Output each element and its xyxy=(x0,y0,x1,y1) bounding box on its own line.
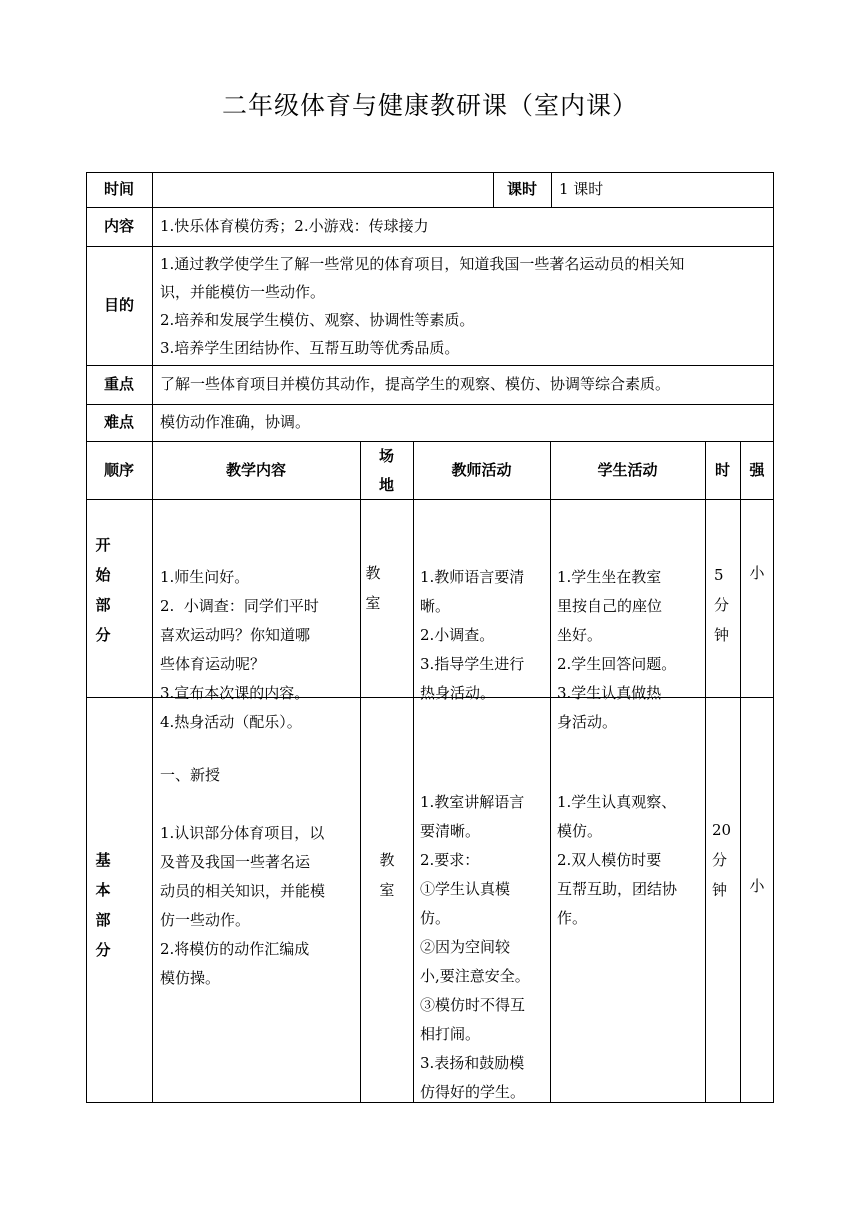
time-cell: 5 分 钟 xyxy=(714,566,730,644)
col-divider xyxy=(360,441,361,1103)
key-label: 重点 xyxy=(103,375,134,393)
col-header-venue: 地 xyxy=(378,476,394,494)
row-divider xyxy=(86,441,774,442)
goal-line: 识，并能模仿一些动作。 xyxy=(160,283,326,301)
col-header-order: 顺序 xyxy=(103,461,134,479)
col-divider xyxy=(550,441,551,1103)
goal-label: 目的 xyxy=(103,296,134,314)
period-label: 课时 xyxy=(506,180,537,198)
col-divider xyxy=(740,441,741,1103)
col-divider xyxy=(551,172,552,207)
student-cell: 1.学生坐在教室 里按自己的座位 坐好。 2.学生回答问题。 3.学生认真做热 身活动。 xyxy=(557,568,677,731)
difficulty-value: 模仿动作准确，协调。 xyxy=(160,413,311,431)
col-header-content: 教学内容 xyxy=(225,461,286,479)
content-label: 内容 xyxy=(103,217,134,235)
row-divider xyxy=(86,404,774,405)
intensity-cell: 小 xyxy=(749,564,765,582)
goal-line: 3.培养学生团结协作、互帮互助等优秀品质。 xyxy=(160,339,460,357)
page-title: 二年级体育与健康教研课（室内课） xyxy=(221,91,638,120)
section-label: 基 本 部 分 xyxy=(95,851,111,959)
section-label: 开 始 部 分 xyxy=(95,536,111,644)
venue-cell: 教 室 xyxy=(365,564,381,612)
col-header-teacher: 教师活动 xyxy=(451,461,512,479)
teacher-cell: 1.教室讲解语言 要清晰。 2.要求： ①学生认真模 仿。 ②因为空间较 小,要注意安全。 ③模仿时不得互 相打闹。 3.表扬和鼓励模 仿得好的学生。 xyxy=(420,793,530,1101)
col-divider xyxy=(705,441,706,1103)
row-divider xyxy=(86,207,774,208)
col-divider xyxy=(152,172,153,1103)
col-header-time: 时 xyxy=(714,461,730,479)
row-divider xyxy=(86,246,774,247)
time-cell: 20 分 钟 xyxy=(712,821,732,899)
content-value: 1.快乐体育模仿秀；2.小游戏：传球接力 xyxy=(160,217,429,235)
key-value: 了解一些体育项目并模仿其动作，提高学生的观察、模仿、协调等综合素质。 xyxy=(160,375,671,393)
col-header-venue: 场 xyxy=(378,447,394,465)
teacher-cell: 1.教师语言要清 晰。 2.小调查。 3.指导学生进行 热身活动。 xyxy=(420,568,525,702)
col-divider xyxy=(413,441,414,1103)
row-divider xyxy=(86,365,774,366)
col-header-student: 学生活动 xyxy=(597,461,658,479)
col-header-intensity: 强 xyxy=(749,461,765,479)
goal-line: 2.培养和发展学生模仿、观察、协调性等素质。 xyxy=(160,311,475,329)
time-label: 时间 xyxy=(103,180,134,198)
student-cell: 1.学生认真观察、 模仿。 2.双人模仿时要 互帮互助，团结协 作。 xyxy=(557,793,678,927)
intensity-cell: 小 xyxy=(749,877,765,895)
content-cell: 一、新授 1.认识部分体育项目，以 及普及我国一些著名运 动员的相关知识，并能模 仿一些动作。 2.将模仿的动作汇编成 模仿操。 xyxy=(160,766,326,987)
difficulty-label: 难点 xyxy=(103,413,134,431)
period-value: 1 课时 xyxy=(559,180,604,198)
content-cell: 1.师生问好。 2. 小调查：同学们平时 喜欢运动吗？你知道哪 些体育运动呢？ 3.宣布本次课的内容。 4.热身活动（配乐）。 xyxy=(160,568,319,731)
venue-cell: 教 室 xyxy=(379,851,395,899)
row-divider xyxy=(86,499,774,500)
goal-line: 1.通过教学使学生了解一些常见的体育项目，知道我国一些著名运动员的相关知 xyxy=(160,255,685,273)
